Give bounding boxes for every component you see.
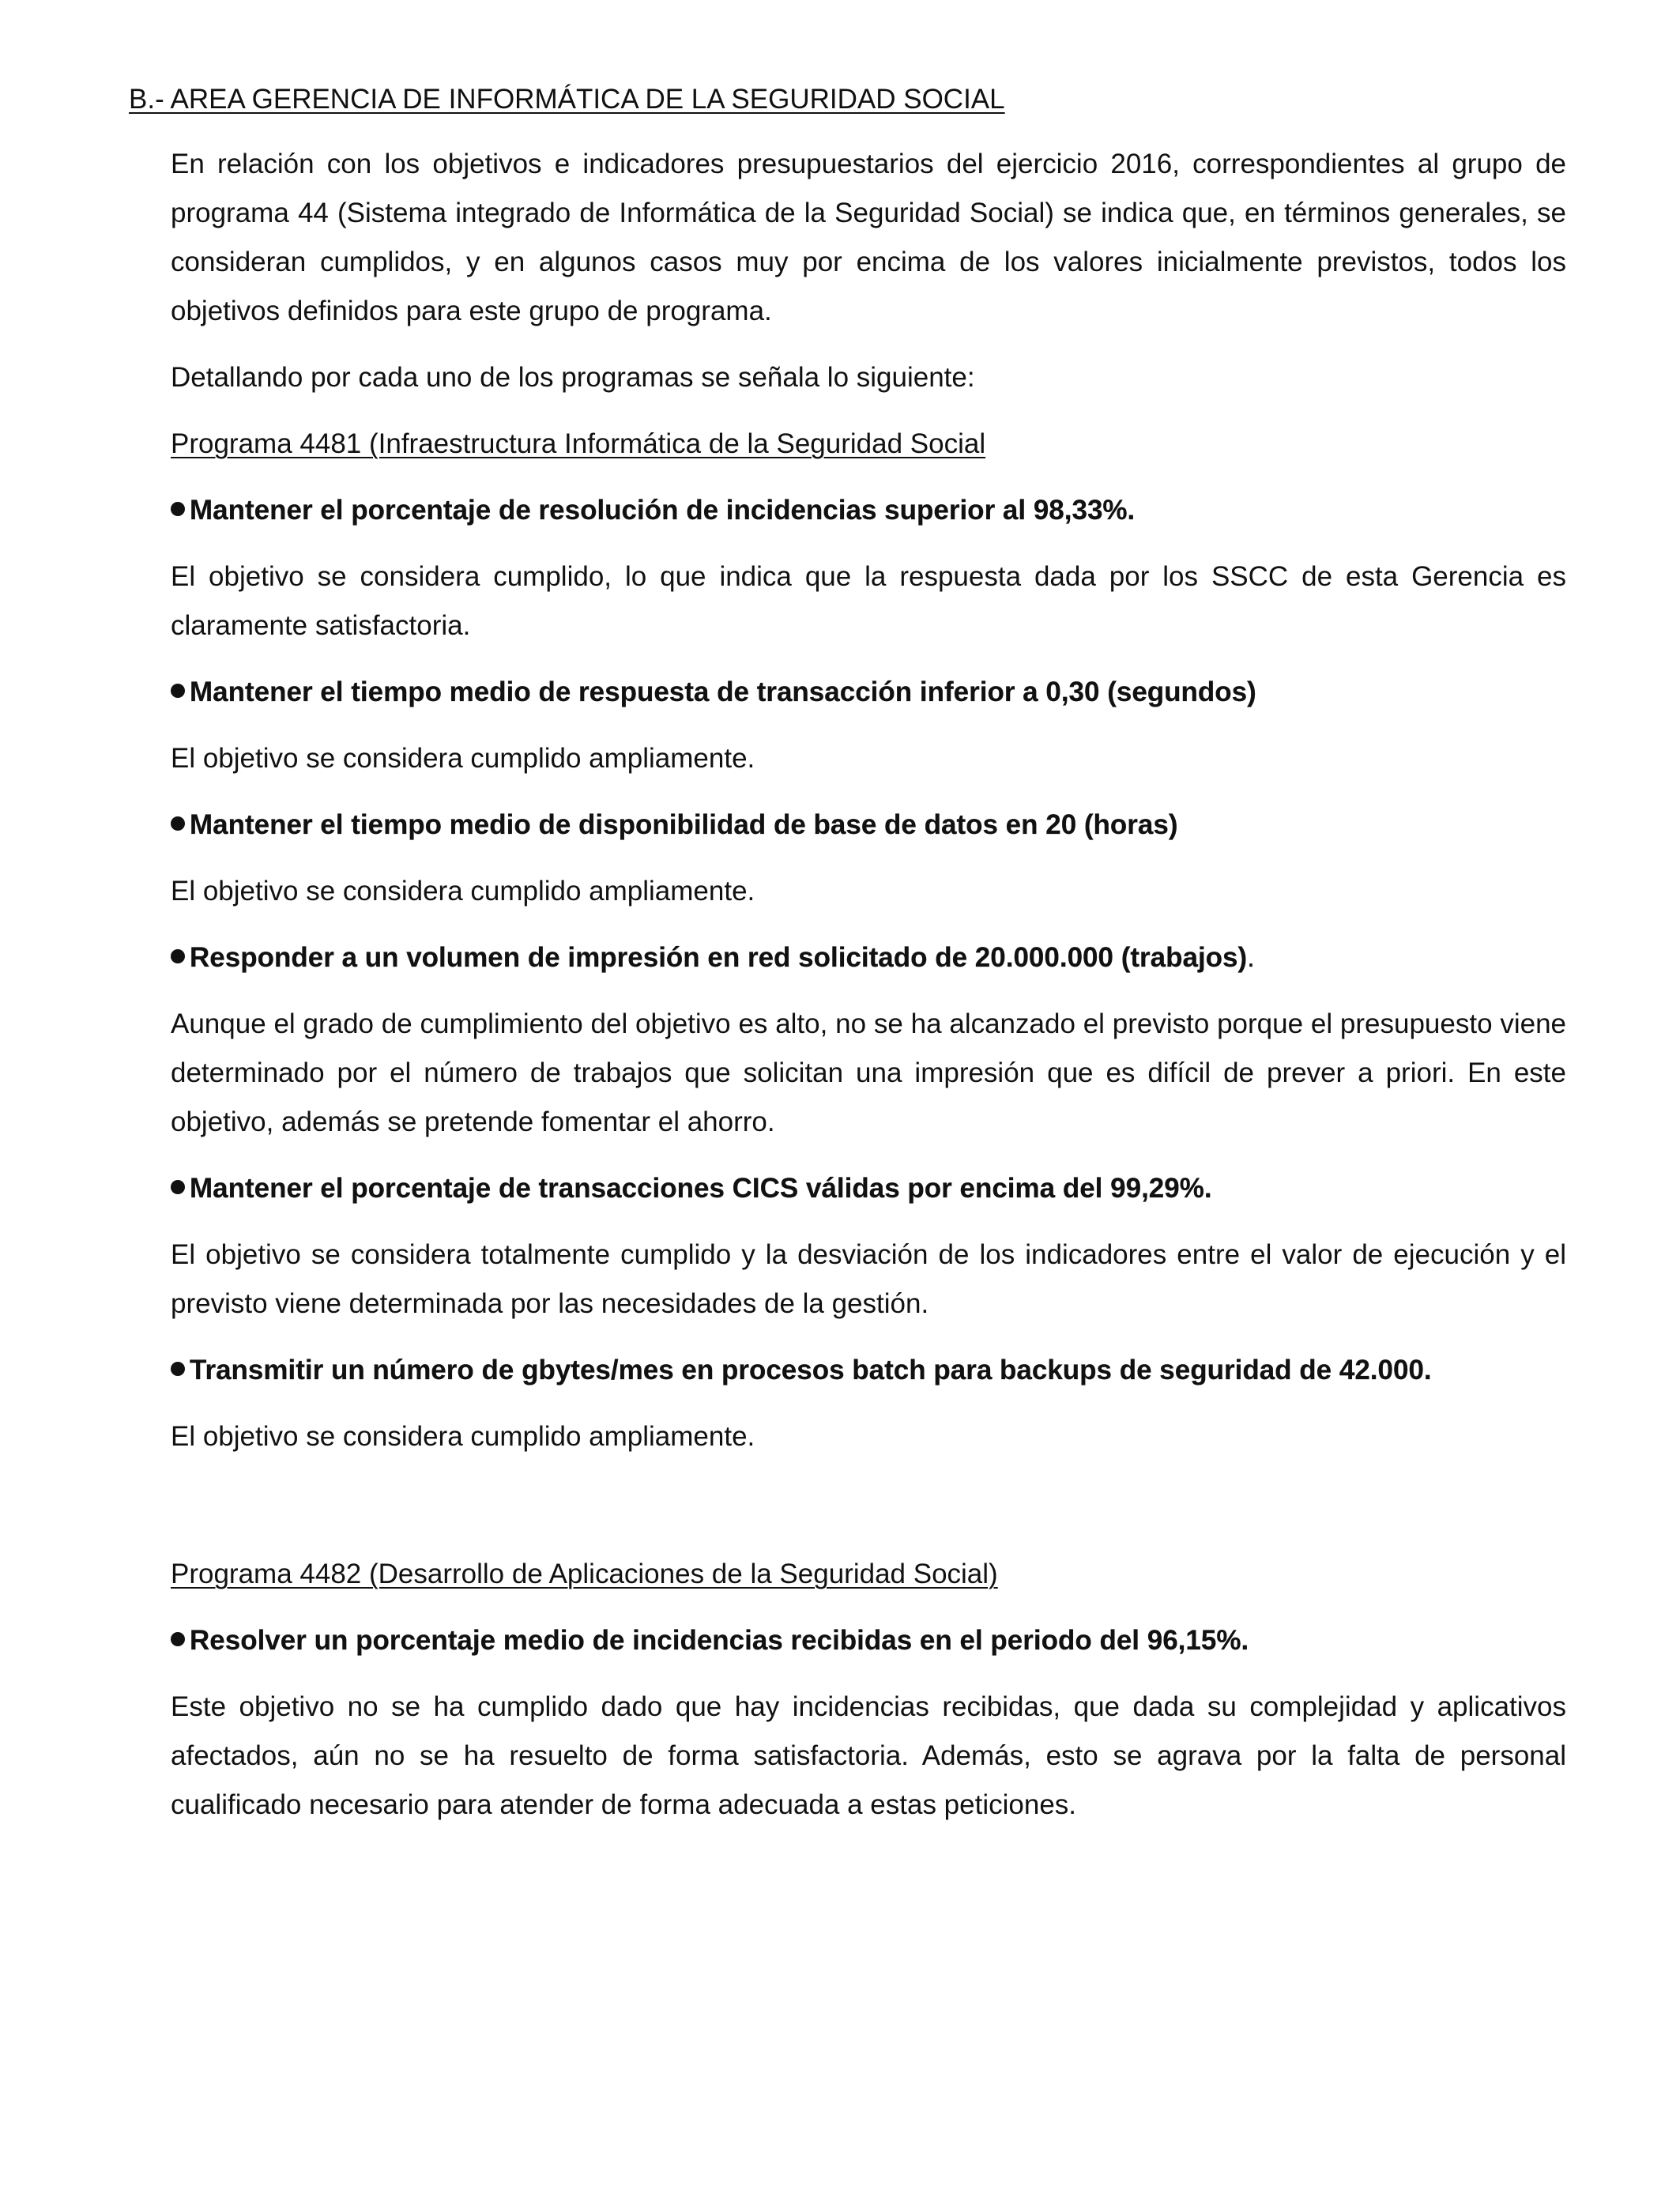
bullet-dot-icon [171,1180,185,1194]
bullet-dot-icon [171,684,185,698]
objective-text: Responder a un volumen de impresión en red solicitado de 20.000.000 (trabajos) [190,942,1248,973]
objective-text: Mantener el tiempo medio de disponibilidad de base de datos en 20 (horas) [190,809,1178,840]
bullet-dot-icon [171,949,185,963]
objective-bullet [171,933,1566,982]
objective-bullet [171,801,1566,850]
objective-tail: . [1247,942,1255,973]
bullet-dot-icon [171,502,185,516]
objective-comment: El objetivo se considera cumplido ampliamente. [171,743,755,774]
objective-bullet [171,1164,1566,1213]
objective-bullet [171,486,1566,535]
section-heading: B.- AREA GERENCIA DE INFORMÁTICA DE LA SEGURIDAD SOCIAL [129,84,1005,115]
section-spacer [171,1479,1566,1550]
objective-comment: El objetivo se considera cumplido ampliamente. [171,1421,755,1452]
objective-comment: El objetivo se considera totalmente cumplido y la desviación de los indicadores entre el valor de ejecución y el previsto viene determinada por las necesidades de la gestión. [171,1239,1566,1319]
objective-comment: Este objetivo no se ha cumplido dado que hay incidencias recibidas, que dada su complejidad y aplicativos afectados, aún no se ha resuelto de forma satisfactoria. Además, esto se agrava por la falta de personal cualificado necesario para atender de forma adecuada a estas peticiones. [171,1691,1566,1820]
bullet-dot-icon [171,1632,185,1646]
objective-text: Transmitir un número de gbytes/mes en procesos batch para backups de seguridad de 42.000. [190,1355,1432,1385]
bullet-dot-icon [171,816,185,831]
objective-bullet [171,1616,1566,1665]
objective-text: Mantener el tiempo medio de respuesta de transacción inferior a 0,30 (segundos) [190,677,1256,707]
objective-text: Mantener el porcentaje de transacciones CICS válidas por encima del 99,29%. [190,1173,1212,1204]
objective-comment: Aunque el grado de cumplimiento del objetivo es alto, no se ha alcanzado el previsto porque el presupuesto viene determinado por el número de trabajos que solicitan una impresión que es difícil de prever a priori. En este objetivo, además se pretende fomentar el ahorro. [171,1008,1566,1137]
objective-bullet [171,668,1566,717]
bullet-dot-icon [171,1362,185,1376]
detail-intro-paragraph: Detallando por cada uno de los programas se señala lo siguiente: [171,362,975,393]
objective-comment: El objetivo se considera cumplido, lo que indica que la respuesta dada por los SSCC de esta Gerencia es claramente satisfactoria. [171,561,1566,641]
document-body [171,140,1566,1847]
objective-text: Mantener el porcentaje de resolución de incidencias superior al 98,33%. [190,495,1136,526]
objective-bullet [171,1346,1566,1395]
program-4482-title: Programa 4482 (Desarrollo de Aplicaciones de la Seguridad Social) [171,1559,998,1589]
program-4481-title: Programa 4481 (Infraestructura Informática de la Seguridad Social [171,428,986,459]
objective-comment: El objetivo se considera cumplido ampliamente. [171,876,755,907]
objective-text: Resolver un porcentaje medio de incidencias recibidas en el periodo del 96,15%. [190,1625,1249,1656]
intro-paragraph: En relación con los objetivos e indicadores presupuestarios del ejercicio 2016, correspondientes al grupo de programa 44 (Sistema integrado de Informática de la Seguridad Social) se indica que, en términos generales, se consideran cumplidos, y en algunos casos muy por encima de los valores inicialmente previstos, todos los objetivos definidos para este grupo de programa. [171,149,1566,326]
